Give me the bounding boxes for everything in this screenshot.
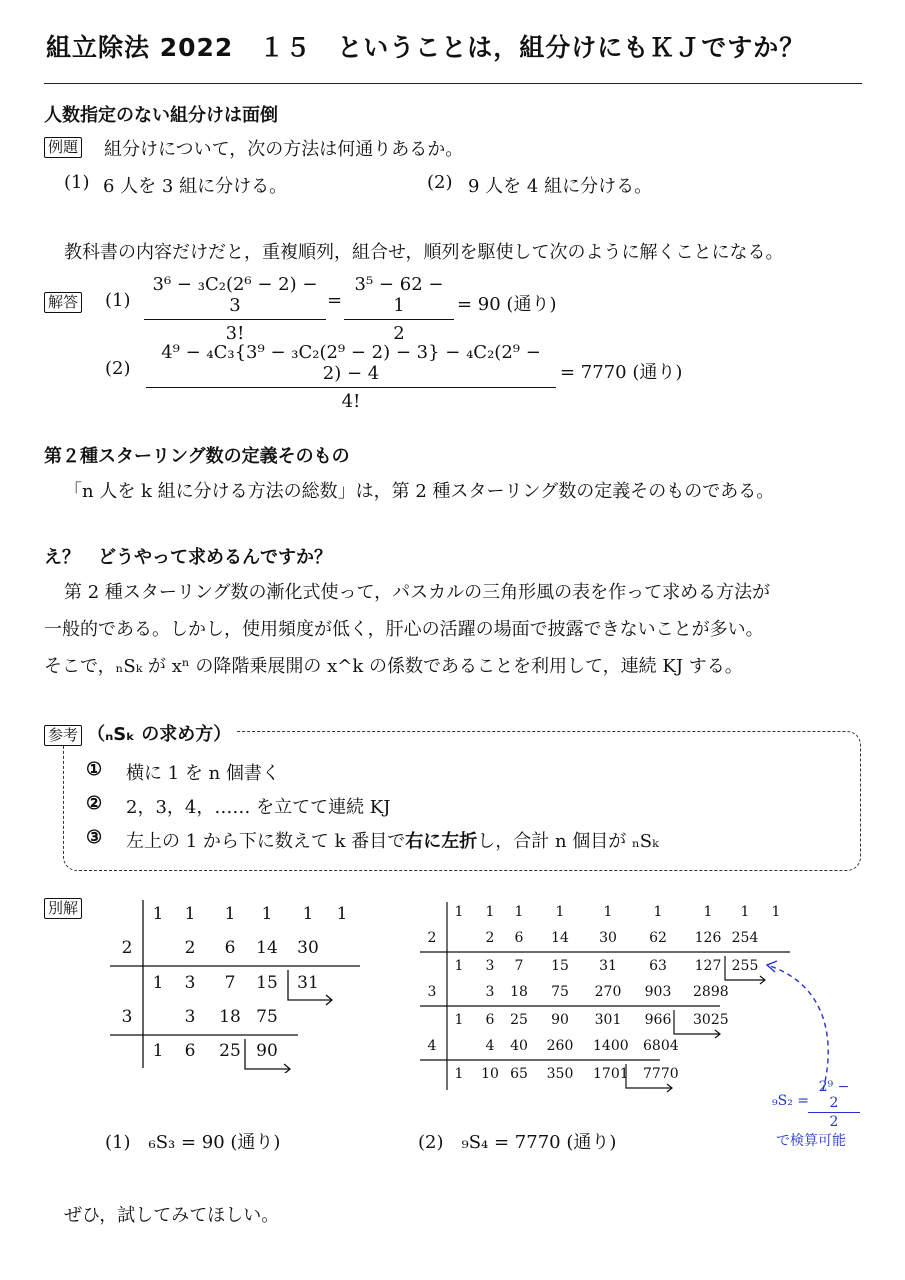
step-3-mark: ③: [86, 827, 103, 848]
table-cell: 1: [336, 904, 348, 924]
answer-1-fraction-2: [344, 274, 454, 344]
table-cell: 3: [485, 984, 495, 1000]
table-cell: 14: [256, 938, 278, 958]
table-divisor: 3: [427, 984, 437, 1000]
table-cell: 6: [485, 1012, 495, 1028]
section-heading-1: 人数指定のない組分けは面倒: [44, 105, 278, 126]
table-divisor: 2: [427, 930, 437, 946]
step-1-mark: ①: [86, 759, 103, 780]
table-cell: 3: [184, 1007, 196, 1027]
table-cell: 1: [740, 904, 750, 920]
answer-1-equals: =: [327, 290, 343, 311]
question-1-text: 6 人を 3 組に分ける。: [103, 176, 288, 197]
table-cell: 15: [256, 973, 278, 993]
question-1-label: (1): [64, 172, 90, 193]
table-cell: 6: [224, 938, 236, 958]
table-cell: 260: [546, 1038, 574, 1054]
table-cell: 1: [653, 904, 663, 920]
table-cell: 10: [481, 1066, 499, 1082]
table-cell: 1: [184, 904, 196, 924]
division-table-2: [420, 900, 800, 1095]
answer-1-numerator: 3⁶ − ₃C₂(2⁶ − 2) − 3: [144, 274, 326, 320]
table-cell: 6804: [643, 1038, 679, 1054]
table-cell: 1: [454, 1066, 464, 1082]
table-cell: 2898: [693, 984, 729, 1000]
table-cell: 1: [514, 904, 524, 920]
table-cell: 255: [731, 958, 759, 974]
section-2-text: 「n 人を k 組に分ける方法の総数」は，第 2 種スターリング数の定義そのものである。: [64, 481, 775, 502]
table-cell: 1701: [593, 1066, 629, 1082]
answer-1-denominator: 3!: [225, 323, 245, 344]
answer-tag: 解答: [44, 292, 82, 313]
table-cell: 301: [594, 1012, 622, 1028]
section-3-line-1: 第 2 種スターリング数の漸化式使って，パスカルの三角形風の表を作って求める方法が: [64, 582, 771, 603]
table-cell: 31: [297, 973, 319, 993]
section-3-line-3: そこで，ₙSₖ が xⁿ の降階乗展開の x^k の係数であることを利用して，連続 KJ する。: [44, 656, 743, 677]
table-cell: 15: [551, 958, 569, 974]
table-cell: 63: [649, 958, 667, 974]
answer-2-denominator: 4!: [341, 391, 361, 412]
table-cell: 1: [771, 904, 781, 920]
table-cell: 90: [551, 1012, 569, 1028]
table-cell: 270: [594, 984, 622, 1000]
table-cell: 62: [649, 930, 667, 946]
table-cell: 1: [224, 904, 236, 924]
table-cell: 1: [261, 904, 273, 924]
check-note: で検算可能: [776, 1133, 846, 1149]
reference-title: （ₙSₖ の求め方）: [87, 724, 232, 745]
table-cell: 14: [551, 930, 569, 946]
table-cell: 30: [599, 930, 617, 946]
check-dashed-curve: [767, 965, 828, 1090]
table-cell: 1: [152, 904, 164, 924]
table-cell: 1: [152, 973, 164, 993]
table-cell: 1: [555, 904, 565, 920]
table-cell: 127: [694, 958, 722, 974]
table-cell: 6: [184, 1041, 196, 1061]
result-2: (2) ₉S₄ = 7770 (通り): [418, 1132, 617, 1153]
check-fraction: [808, 1079, 860, 1130]
reference-heading: 参考 （ₙSₖ の求め方）: [44, 720, 237, 746]
table-cell: 1: [454, 958, 464, 974]
page-title: 組立除法 2022 １５ ということは，組分けにもＫＪですか？: [46, 33, 806, 62]
table-cell: 1: [485, 904, 495, 920]
section-3-line-2: 一般的である。しかし，使用頻度が低く，肝心の活躍の場面で披露できないことが多い。: [44, 619, 764, 640]
table-divisor: 4: [427, 1038, 437, 1054]
table-cell: 65: [510, 1066, 528, 1082]
table-cell: 126: [694, 930, 722, 946]
table-cell: 1: [603, 904, 613, 920]
example-text: 組分けについて，次の方法は何通りあるか。: [104, 139, 464, 160]
table-cell: 254: [731, 930, 759, 946]
table-cell: 2: [184, 938, 196, 958]
step-3-text: 左上の 1 から下に数えて k 番目で右に左折し，合計 n 個目が ₙSₖ: [126, 831, 659, 852]
table-cell: 350: [546, 1066, 574, 1082]
table-cell: 6: [514, 930, 524, 946]
table-cell: 90: [256, 1041, 278, 1061]
answer-1-denominator-2: 2: [393, 323, 405, 344]
closing-text: ぜひ，試してみてほしい。: [64, 1205, 280, 1226]
table-cell: 2: [485, 930, 495, 946]
table-cell: 3025: [693, 1012, 729, 1028]
answer-2-fraction: [146, 342, 556, 412]
check-arrow: [755, 955, 835, 1095]
answer-1-label: (1): [105, 290, 131, 311]
title-divider: [44, 83, 862, 84]
intro-text: 教科書の内容だけだと，重複順列，組合せ，順列を駆使して次のように解くことになる。: [64, 242, 784, 263]
table-cell: 7: [224, 973, 236, 993]
answer-2-result: = 7770 (通り): [560, 362, 683, 383]
question-2-text: 9 人を 4 組に分ける。: [468, 176, 653, 197]
section-heading-2: 第２種スターリング数の定義そのもの: [44, 446, 350, 467]
table-divisor: 3: [121, 1007, 133, 1027]
step-2-text: 2，3，4，…… を立てて連続 KJ: [126, 797, 391, 818]
table-cell: 30: [297, 938, 319, 958]
table-cell: 40: [510, 1038, 528, 1054]
check-lhs: ₉S₂ =: [772, 1093, 809, 1109]
table-cell: 75: [256, 1007, 278, 1027]
answer-1-numerator-2: 3⁵ − 62 − 1: [344, 274, 454, 320]
answer-1-result: = 90 (通り): [457, 294, 557, 315]
table-divisor: 2: [121, 938, 133, 958]
table-cell: 4: [485, 1038, 495, 1054]
result-1: (1) ₆S₃ = 90 (通り): [105, 1132, 281, 1153]
answer-1-fraction: [144, 274, 326, 344]
table-cell: 903: [644, 984, 672, 1000]
table-cell: 25: [219, 1041, 241, 1061]
table-cell: 18: [219, 1007, 241, 1027]
section-heading-3: え？ どうやって求めるんですか？: [44, 547, 332, 568]
answer-2-numerator: 4⁹ − ₄C₃{3⁹ − ₃C₂(2⁹ − 2) − 3} − ₄C₂(2⁹ − 2) − 4: [146, 342, 556, 388]
step-2-mark: ②: [86, 793, 103, 814]
table-cell: 3: [184, 973, 196, 993]
check-numerator: 2⁹ − 2: [808, 1079, 860, 1113]
table-cell: 1400: [593, 1038, 629, 1054]
table-cell: 1: [454, 1012, 464, 1028]
table-cell: 75: [551, 984, 569, 1000]
table-cell: 31: [599, 958, 617, 974]
table-cell: 1: [302, 904, 314, 924]
table-cell: 3: [485, 958, 495, 974]
table-cell: 966: [644, 1012, 672, 1028]
answer-2-label: (2): [105, 358, 131, 379]
example-tag: 例題: [44, 137, 82, 158]
division-table-1: [110, 898, 370, 1073]
table-cell: 7: [514, 958, 524, 974]
check-denominator: 2: [829, 1114, 839, 1130]
question-2-label: (2): [427, 172, 453, 193]
table-cell: 1: [152, 1041, 164, 1061]
table-cell: 25: [510, 1012, 528, 1028]
table-cell: 18: [510, 984, 528, 1000]
table-cell: 1: [703, 904, 713, 920]
table-cell: 7770: [643, 1066, 679, 1082]
table-cell: 1: [454, 904, 464, 920]
alt-solution-tag: 別解: [44, 898, 82, 919]
step-1-text: 横に 1 を n 個書く: [126, 763, 280, 784]
